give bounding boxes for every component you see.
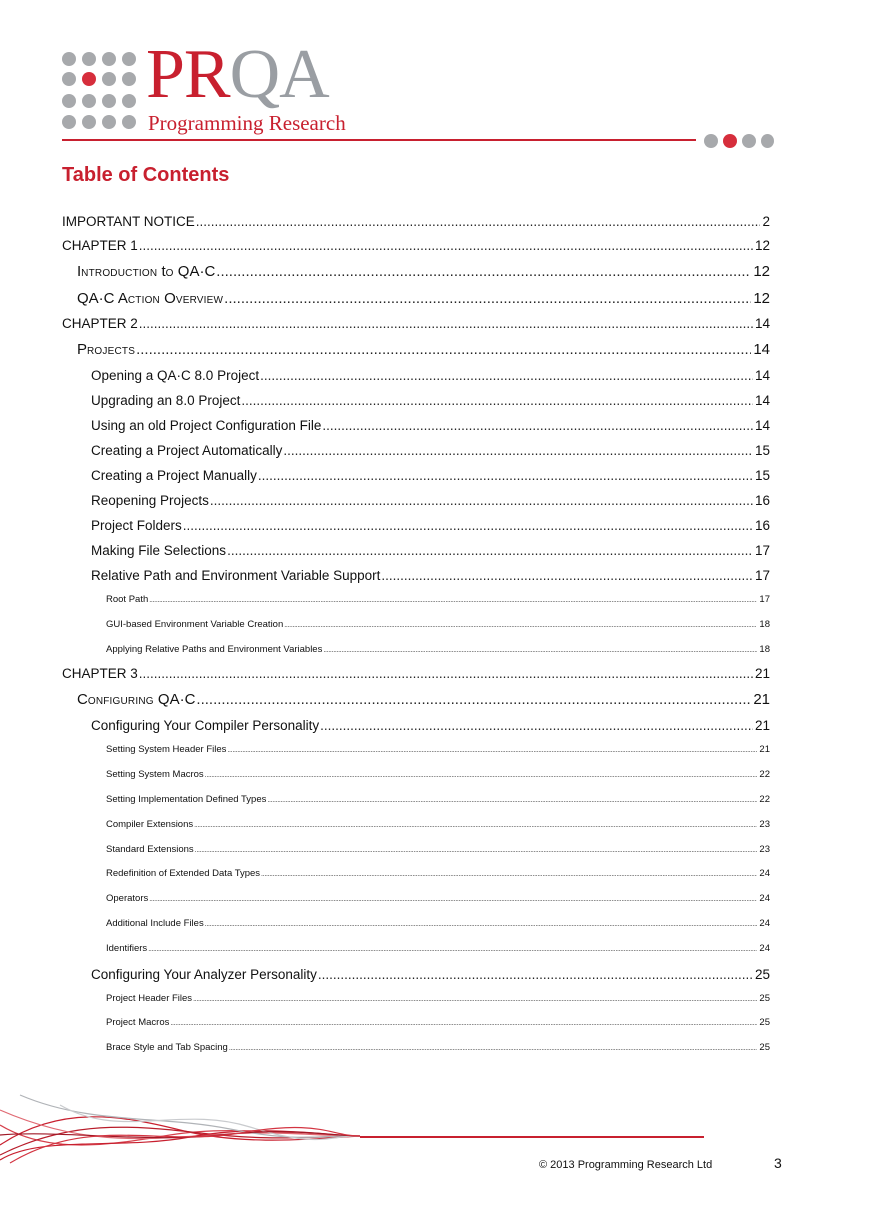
toc-entry[interactable] xyxy=(62,413,770,438)
toc-entry-label: Redefinition of Extended Data Types xyxy=(106,868,261,880)
toc-dot-leader xyxy=(267,789,757,813)
toc-entry-label: PROJECTS xyxy=(77,341,136,358)
toc-entry-page: 25 xyxy=(754,966,770,982)
footer-copyright: © 2013 Programming Research Ltd xyxy=(539,1159,713,1171)
toc-entry-page: 12 xyxy=(753,290,770,307)
toc-entry-label: Using an old Project Configuration File xyxy=(91,418,322,433)
header-dots-icon xyxy=(704,134,776,148)
toc-entry-page: 24 xyxy=(759,917,770,929)
header-divider xyxy=(62,139,696,141)
toc-dot-leader xyxy=(139,234,753,258)
toc-entry-label: Opening a QA·C 8.0 Project xyxy=(91,368,260,383)
toc-entry[interactable] xyxy=(62,336,770,363)
toc-entry-label: Creating a Project Automatically xyxy=(91,443,283,458)
toc-entry-page: 16 xyxy=(754,518,770,533)
toc-dot-leader xyxy=(318,962,753,987)
logo-wordmark xyxy=(146,36,329,113)
toc-entry-page: 17 xyxy=(759,594,770,605)
toc-entry-page: 16 xyxy=(754,493,770,508)
toc-entry[interactable] xyxy=(62,463,770,488)
toc-entry-page: 15 xyxy=(754,468,770,483)
toc-entry[interactable] xyxy=(62,538,770,563)
toc-entry-page: 21 xyxy=(754,666,770,682)
toc-entry[interactable] xyxy=(62,438,770,463)
toc-entry[interactable] xyxy=(62,788,770,813)
toc-entry[interactable] xyxy=(62,513,770,538)
toc-entry-page: 15 xyxy=(754,443,770,458)
logo-wordmark-qa: QA xyxy=(229,36,329,113)
toc-entry-label: Reopening Projects xyxy=(91,493,209,508)
toc-entry[interactable] xyxy=(62,962,770,987)
toc-dot-leader xyxy=(227,739,757,763)
toc-entry[interactable] xyxy=(62,488,770,513)
toc-entry-page: 24 xyxy=(759,942,770,954)
toc-entry[interactable] xyxy=(62,738,770,763)
toc-entry-label: Setting System Macros xyxy=(106,769,204,781)
toc-entry-label: CHAPTER 2 xyxy=(62,316,138,331)
toc-entry[interactable] xyxy=(62,912,770,937)
toc-entry-label: Brace Style and Tab Spacing xyxy=(106,1042,228,1054)
toc-entry-label: Identifiers xyxy=(106,942,148,954)
toc-entry-label: Root Path xyxy=(106,594,149,605)
toc-entry[interactable] xyxy=(62,234,770,258)
toc-entry-label: CHAPTER 1 xyxy=(62,238,138,253)
toc-entry-label: Setting System Header Files xyxy=(106,744,227,756)
toc-entry-label: Relative Path and Environment Variable Support xyxy=(91,568,381,583)
toc-dot-leader xyxy=(322,413,753,438)
toc-entry-page: 18 xyxy=(759,643,770,655)
footer-page-number: 3 xyxy=(774,1155,782,1171)
toc-entry-label: CONFIGURING QA·C xyxy=(77,691,196,709)
toc-entry-label: QA·C ACTION OVERVIEW xyxy=(77,290,224,307)
toc-dot-leader xyxy=(148,938,757,962)
toc-entry-page: 21 xyxy=(753,691,770,709)
toc-entry-page: 18 xyxy=(759,618,770,630)
toc-dot-leader xyxy=(216,258,751,285)
toc-entry[interactable] xyxy=(62,887,770,912)
toc-dot-leader xyxy=(284,614,757,638)
toc-entry[interactable] xyxy=(62,638,770,663)
toc-dot-leader xyxy=(227,538,753,563)
toc-entry-label: INTRODUCTION tO QA·C xyxy=(77,263,216,280)
toc-entry-page: 25 xyxy=(759,1017,770,1029)
toc-entry[interactable] xyxy=(62,312,770,336)
toc-entry-page: 14 xyxy=(754,393,770,408)
toc-entry[interactable] xyxy=(62,713,770,738)
toc-entry-label: Project Macros xyxy=(106,1017,170,1029)
toc-entry-label: CHAPTER 3 xyxy=(62,666,138,682)
toc-entry-page: 21 xyxy=(754,718,770,734)
toc-entry[interactable] xyxy=(62,285,770,312)
toc-dot-leader xyxy=(183,513,753,538)
toc-entry-page: 14 xyxy=(753,341,770,358)
toc-dot-leader xyxy=(196,210,761,234)
toc-dot-leader xyxy=(195,839,758,863)
page-title: Table of Contents xyxy=(62,164,230,186)
toc-entry-label: Project Header Files xyxy=(106,992,193,1004)
footer-wave-lines-icon xyxy=(0,1085,360,1165)
toc-dot-leader xyxy=(205,764,758,788)
toc-entry-page: 12 xyxy=(754,238,770,253)
toc-dot-leader xyxy=(229,1037,758,1061)
toc-entry-page: 21 xyxy=(759,744,770,756)
toc-entry[interactable] xyxy=(62,563,770,588)
toc-entry-label: Compiler Extensions xyxy=(106,818,194,830)
toc-entry[interactable] xyxy=(62,862,770,887)
toc-entry[interactable] xyxy=(62,613,770,638)
toc-entry-page: 23 xyxy=(759,818,770,830)
toc-dot-leader xyxy=(194,814,757,838)
toc-dot-leader xyxy=(136,336,751,363)
toc-entry[interactable] xyxy=(62,1036,770,1061)
toc-entry-page: 25 xyxy=(759,1042,770,1054)
toc-entry[interactable] xyxy=(62,1011,770,1036)
footer-divider xyxy=(360,1136,704,1138)
toc-entry-page: 23 xyxy=(759,843,770,855)
toc-entry-page: 22 xyxy=(759,769,770,781)
toc-entry-label: Creating a Project Manually xyxy=(91,468,257,483)
toc-dot-leader xyxy=(261,863,757,887)
toc-entry[interactable] xyxy=(62,763,770,788)
toc-dot-leader xyxy=(381,563,753,588)
toc-dot-leader xyxy=(149,888,757,912)
table-of-contents xyxy=(62,210,770,1061)
toc-dot-leader xyxy=(149,589,757,613)
toc-entry-page: 14 xyxy=(754,418,770,433)
toc-entry-label: Standard Extensions xyxy=(106,843,194,855)
toc-entry[interactable] xyxy=(62,813,770,838)
toc-entry-label: Making File Selections xyxy=(91,543,227,558)
logo-tagline: Programming Research xyxy=(148,111,346,135)
toc-dot-leader xyxy=(241,388,753,413)
toc-entry[interactable] xyxy=(62,363,770,388)
toc-entry-label: Operators xyxy=(106,893,149,905)
toc-entry-page: 24 xyxy=(759,868,770,880)
toc-dot-leader xyxy=(323,639,757,663)
toc-dot-leader xyxy=(196,686,751,713)
toc-dot-leader xyxy=(170,1012,757,1036)
toc-entry-label: Upgrading an 8.0 Project xyxy=(91,393,241,408)
toc-dot-leader xyxy=(139,312,753,336)
toc-dot-leader xyxy=(193,988,757,1012)
toc-entry-page: 14 xyxy=(754,368,770,383)
toc-entry[interactable] xyxy=(62,838,770,863)
toc-entry[interactable] xyxy=(62,588,770,613)
toc-entry-label: Setting Implementation Defined Types xyxy=(106,793,267,805)
toc-dot-leader xyxy=(210,488,753,513)
toc-entry-page: 14 xyxy=(754,316,770,331)
toc-entry-page: 2 xyxy=(762,214,770,229)
toc-entry[interactable] xyxy=(62,388,770,413)
toc-entry-label: GUI-based Environment Variable Creation xyxy=(106,618,284,630)
toc-dot-leader xyxy=(224,285,751,312)
toc-entry-page: 22 xyxy=(759,793,770,805)
toc-dot-leader xyxy=(139,662,753,686)
toc-entry[interactable] xyxy=(62,987,770,1012)
logo-dot-grid-icon xyxy=(62,52,138,132)
toc-entry-label: IMPORTANT NOTICE xyxy=(62,214,195,229)
toc-entry[interactable] xyxy=(62,686,770,713)
toc-entry[interactable] xyxy=(62,662,770,686)
toc-entry-page: 17 xyxy=(754,543,770,558)
toc-entry-label: Project Folders xyxy=(91,518,182,533)
toc-entry-label: Configuring Your Compiler Personality xyxy=(91,718,320,734)
logo-wordmark-pr: PR xyxy=(146,36,230,113)
toc-entry-label: Applying Relative Paths and Environment Variables xyxy=(106,643,323,655)
toc-entry-page: 17 xyxy=(754,568,770,583)
toc-dot-leader xyxy=(283,438,753,463)
toc-entry[interactable] xyxy=(62,210,770,234)
toc-entry[interactable] xyxy=(62,937,770,962)
toc-dot-leader xyxy=(258,463,753,488)
toc-entry-label: Configuring Your Analyzer Personality xyxy=(91,966,317,982)
toc-dot-leader xyxy=(320,713,753,738)
toc-entry-page: 12 xyxy=(753,263,770,280)
toc-entry-page: 24 xyxy=(759,893,770,905)
toc-entry-page: 25 xyxy=(759,992,770,1004)
toc-entry-label: Additional Include Files xyxy=(106,917,204,929)
toc-entry[interactable] xyxy=(62,258,770,285)
toc-dot-leader xyxy=(205,913,758,937)
toc-dot-leader xyxy=(260,363,753,388)
